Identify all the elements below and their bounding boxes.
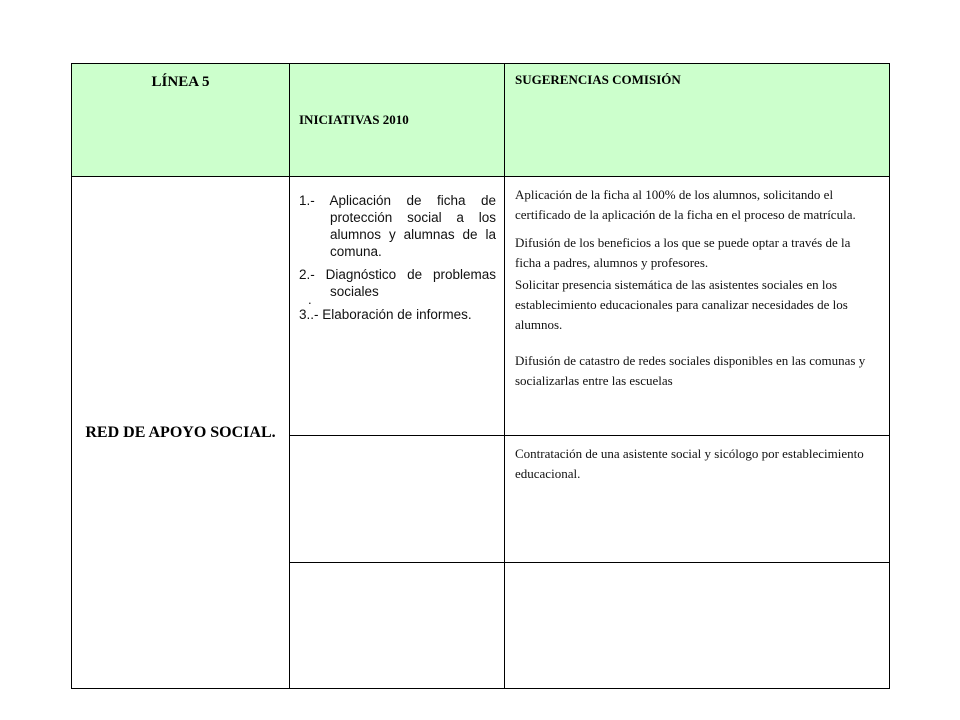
iniciativa-dot: . (308, 292, 312, 307)
sugerencia-3: Solicitar presencia sistemática de las asistentes sociales en los establecimiento educacionales para canalizar necesidades de los alumnos. (515, 277, 848, 332)
empty-cell (290, 436, 505, 563)
sugerencias-list-2 (505, 436, 889, 484)
iniciativas-cell (290, 177, 505, 436)
empty-cell (505, 563, 890, 689)
sugerencias-list-1 (505, 177, 889, 391)
list-item (299, 266, 496, 300)
header-cell-iniciativas (290, 64, 505, 177)
sugerencias-cell-1 (505, 177, 890, 436)
sugerencia-4: Difusión de catastro de redes sociales disponibles en las comunas y socializarlas entre las escuelas (515, 353, 866, 388)
iniciativas-list (290, 177, 504, 323)
list-item (299, 192, 496, 260)
iniciativa-1: 1.- Aplicación de ficha de protección social a los alumnos y alumnas de la comuna. (299, 193, 496, 259)
sugerencias-cell-2 (505, 436, 890, 563)
table-row (72, 177, 890, 436)
sugerencia-1: Aplicación de la ficha al 100% de los alumnos, solicitando el certificado de la aplicación de la ficha en el proceso de matrícula. (515, 187, 856, 222)
iniciativa-3: 3..- Elaboración de informes. (299, 307, 472, 322)
sugerencia-2: Difusión de los beneficios a los que se puede optar a través de la ficha a padres, alumnos y profesores. (515, 235, 851, 270)
header-iniciativas: INICIATIVAS 2010 (299, 112, 409, 127)
row-label: RED DE APOYO SOCIAL. (85, 423, 276, 441)
empty-cell (290, 563, 505, 689)
header-sugerencias: SUGERENCIAS COMISIÓN (515, 72, 681, 87)
header-linea: LÍNEA 5 (151, 74, 210, 90)
header-cell-sugerencias (505, 64, 890, 177)
sugerencia-5: Contratación de una asistente social y sicólogo por establecimiento educacional. (515, 446, 864, 481)
iniciativa-2: 2.- Diagnóstico de problemas sociales (299, 267, 496, 299)
list-item (299, 306, 496, 323)
header-row (72, 64, 890, 177)
document-table (71, 63, 890, 689)
header-cell-linea (72, 64, 290, 177)
row-label-cell (72, 177, 290, 689)
